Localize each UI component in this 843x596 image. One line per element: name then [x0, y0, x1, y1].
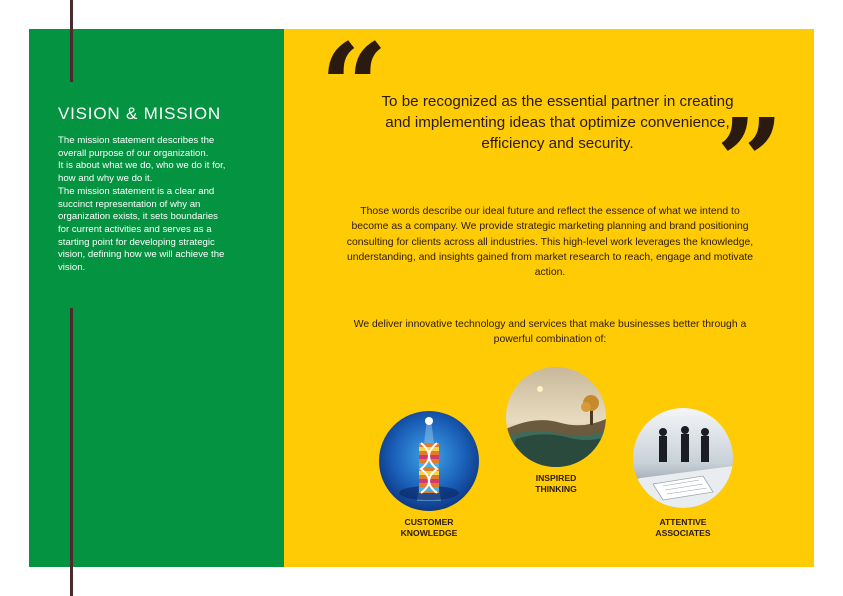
open-quote-icon: “	[320, 17, 388, 156]
mission-line: The mission statement describes the	[58, 135, 215, 146]
surreal-landscape-image	[506, 367, 606, 467]
mission-line: starting point for developing strategic	[58, 236, 215, 248]
pillar-label-line: INSPIRED	[535, 473, 577, 483]
mission-line: vision, defining how we will achieve the	[58, 249, 225, 261]
vision-description: Those words describe our ideal future and reflect the essence of what we intend to become as a company. We provide strategic marketing planning and brand positioning consulting for clients across all industries. This high-level work leverages the knowledge, understanding, and insights gained from market research to reach, engage and motivate action.	[346, 206, 754, 279]
close-quote-icon: ”	[716, 92, 784, 231]
mission-line: succinct representation of why an	[58, 198, 201, 210]
pillar-label-line: KNOWLEDGE	[400, 527, 458, 538]
vision-quote: To be recognized as the essential partner in creating and implementing ideas that optimize convenience, efficiency and security.	[381, 93, 734, 152]
mission-line: It is about what we do, who we do it for,	[58, 160, 226, 172]
mission-line: overall purpose of our organization.	[58, 147, 209, 159]
pillar-label-inspired-thinking	[506, 473, 606, 494]
pillar-label-line: THINKING	[535, 483, 577, 494]
mission-line: The mission statement is a clear and	[58, 185, 215, 197]
accent-line-bottom	[70, 308, 73, 596]
mission-line: vision.	[58, 262, 86, 274]
section-title: VISION & MISSION	[58, 104, 221, 123]
pillar-label-line: ATTENTIVE	[659, 517, 707, 527]
pillar-label-line: ASSOCIATES	[655, 527, 711, 538]
accent-line-top	[70, 0, 73, 82]
mission-description	[58, 135, 264, 275]
mission-line: for current activities and serves as a	[58, 223, 212, 235]
pillar-label-line: CUSTOMER	[404, 517, 454, 527]
mission-line: how and why we do it.	[58, 173, 153, 185]
pillar-label-attentive-associates	[633, 517, 733, 538]
combination-intro: We deliver innovative technology and services that make businesses better through a powerful combination of:	[353, 319, 747, 346]
business-people-image	[633, 408, 733, 508]
pillar-label-customer-knowledge	[379, 517, 479, 538]
mission-line: organization exists, it sets boundaries	[58, 211, 218, 223]
dna-tower-image	[379, 411, 479, 511]
